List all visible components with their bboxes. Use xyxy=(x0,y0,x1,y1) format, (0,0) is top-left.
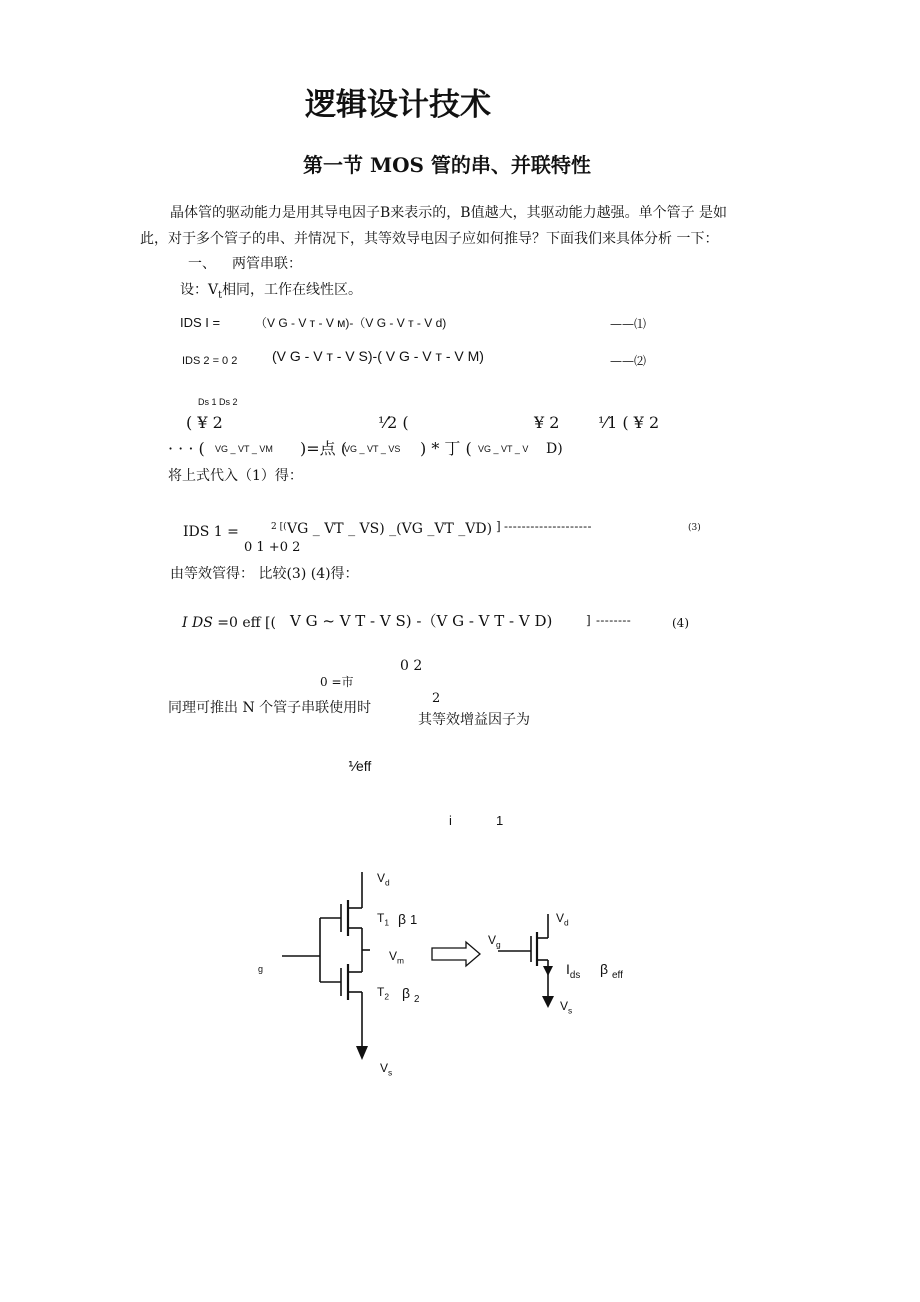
label-eq-vd-main: V xyxy=(556,911,565,925)
intro-line-2: 此，对于多个管子的串、并情况下，其等效导电因子应如何推导？下面我们来具体分析 一下： xyxy=(140,231,719,247)
label-beta-eff-main: β xyxy=(600,961,609,977)
beta-eff: ⅟eff xyxy=(348,758,372,774)
deriv-row1-d: ⅟1 ( ¥ 2 xyxy=(598,413,660,432)
ds-label: Ds 1 Ds 2 xyxy=(198,397,238,407)
eq4-close: ] xyxy=(586,613,591,627)
subsection-number: 一、 xyxy=(188,256,216,272)
label-eq-vg-main: V xyxy=(488,933,497,947)
label-eq-vs-sub: s xyxy=(568,1005,573,1016)
deriv-row2-a: · · · ( xyxy=(168,439,205,458)
label-eq-vd-sub: d xyxy=(564,917,569,928)
eq4-mid: 0 eff [( xyxy=(229,615,276,631)
eq4-dashes: -------- xyxy=(596,613,632,627)
equivalence-arrow xyxy=(432,942,480,966)
eq3-numer: VG _ VT _ VS) _(VG _VT _VD) xyxy=(287,521,493,537)
deriv-row2-d: VG _ VT _ VS xyxy=(344,444,401,454)
label-ids xyxy=(566,961,580,981)
section-title: 第一节 MOS 管的串、并联特性 xyxy=(303,153,591,177)
label-ids-sub: ds xyxy=(569,969,581,981)
eq2-lhs: IDS 2 = 0 2 xyxy=(182,355,238,367)
deriv-row2-e: ) * 丁 ( xyxy=(420,439,472,458)
label-vd-sub: d xyxy=(385,877,390,888)
label-beta-eff xyxy=(600,961,623,981)
eq2-tag: ——⑵ xyxy=(610,354,647,368)
assumption-text-a: 设：V xyxy=(180,282,219,298)
deriv-row2-g: D) xyxy=(546,441,563,457)
n-series-text: 同理可推出 N 个管子串联使用时 xyxy=(168,700,372,716)
eq4-tag: (4) xyxy=(672,616,689,630)
eq4-body: V G ~ V T - V S) -（V G - V T - V D) xyxy=(290,612,553,630)
label-vd-main: V xyxy=(377,871,386,885)
eq2-rhs: (V G - V т - V S)-( V G - V т - V M) xyxy=(272,348,484,364)
compare-text: 由等效管得： 比较(3) (4)得： xyxy=(170,566,359,582)
source-arrow-icon xyxy=(356,1046,368,1060)
label-eq-vg-sub: g xyxy=(496,939,501,950)
label-t1-beta-sub: 1 xyxy=(409,912,418,927)
deriv-row2-c: )=点 ( xyxy=(300,439,347,458)
deriv-row2-b: VG _ VT _ VM xyxy=(215,444,273,454)
sum-index-i: i xyxy=(449,813,452,828)
page-title: 逻辑设计技术 xyxy=(305,87,491,123)
label-t2-main: T xyxy=(377,985,385,999)
deriv-row2-f: VG _ VT _ V xyxy=(478,444,529,454)
sum-index-one: 1 xyxy=(496,813,504,828)
deriv-row1-a: ( ¥ 2 xyxy=(186,413,223,432)
label-t1-beta xyxy=(398,911,417,928)
label-t2-sub: 2 xyxy=(384,991,390,1002)
beta-numer: 0 2 xyxy=(400,658,423,674)
label-vd xyxy=(377,872,390,888)
eq3-lhs: IDS 1 = xyxy=(183,524,239,540)
label-vs-main: V xyxy=(380,1061,389,1075)
label-beta-eff-sub: eff xyxy=(611,969,623,981)
label-ids-main: I xyxy=(566,961,570,977)
label-t2-beta-main: β xyxy=(402,985,411,1001)
ids-arrow-icon xyxy=(543,966,553,976)
eq-source-arrow-icon xyxy=(542,996,554,1008)
label-vs-sub: s xyxy=(388,1067,393,1078)
label-t2 xyxy=(377,986,389,1002)
eq3-close: ] xyxy=(496,519,501,533)
label-g: g xyxy=(258,964,264,974)
eq3-numer-pre: 2 [( xyxy=(271,522,287,532)
intro-line-1: 晶体管的驱动能力是用其导电因子B来表示的，B值越大，其驱动能力越强。单个管子 是如 xyxy=(170,205,728,221)
label-vs xyxy=(380,1062,392,1078)
label-t1-sub: 1 xyxy=(384,917,390,928)
label-vm xyxy=(389,950,404,966)
substitute-text: 将上式代入（1）得： xyxy=(168,468,303,484)
eq3-tag: (3) xyxy=(688,523,701,533)
label-t1-main: T xyxy=(377,911,385,925)
eq3-denom: 0 1 +0 2 xyxy=(244,540,301,555)
label-vm-sub: m xyxy=(397,955,404,966)
eq4-lhs: I DS = xyxy=(182,615,229,631)
label-vm-main: V xyxy=(389,949,398,963)
deriv-row1-c: ¥ 2 xyxy=(534,413,560,432)
label-t1-beta-main: β xyxy=(398,911,407,927)
label-t2-beta xyxy=(402,985,419,1005)
label-t2-beta-sub: 2 xyxy=(413,993,420,1005)
deriv-row1-b: ⅟2 ( xyxy=(378,413,409,432)
label-eq-vs-main: V xyxy=(560,999,569,1013)
label-t1 xyxy=(377,912,389,928)
n-series-text2: 其等效增益因子为 xyxy=(418,712,530,728)
eq3-dashes: -------------------- xyxy=(504,519,592,533)
eq1-rhs: （V G - V т - V м)-（V G - V т - V d) xyxy=(255,316,447,330)
eq1-lhs: IDS I = xyxy=(180,315,221,330)
eq1-tag: ——⑴ xyxy=(610,317,647,331)
label-eq-vs xyxy=(560,1000,572,1016)
n-series-exp: 2 xyxy=(432,691,441,706)
subsection-label: 两管串联： xyxy=(232,256,302,272)
label-eq-vd xyxy=(556,912,569,928)
assumption-text-b: 相同，工作在线性区。 xyxy=(222,282,363,298)
beta-lhs: 0 =市 xyxy=(320,675,354,689)
label-eq-vg xyxy=(488,934,501,950)
assumption-sub: t xyxy=(218,289,223,301)
